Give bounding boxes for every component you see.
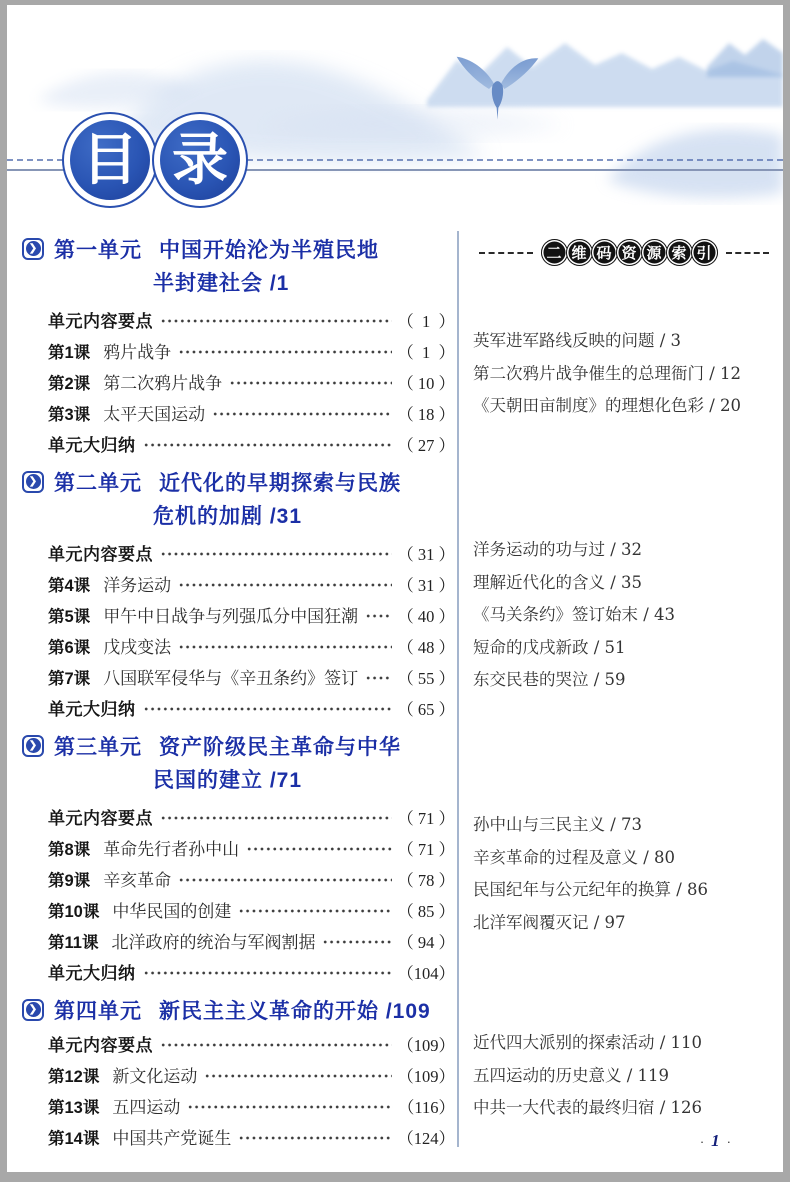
- dot-leader: [160, 1039, 392, 1051]
- dot-leader: [229, 377, 392, 389]
- qr-item: 近代四大派别的探索活动 / 110: [473, 1033, 703, 1052]
- unit-4-label: 第四单元: [54, 999, 142, 1023]
- qr-item: 孙中山与三民主义 / 73: [473, 815, 643, 834]
- qr-item: 北洋军阀覆灭记 / 97: [473, 912, 626, 932]
- qr-item: 《天朝田亩制度》的理想化色彩 / 20: [473, 396, 742, 415]
- contents-circle-1: [62, 112, 158, 208]
- unit-3-label: 第三单元: [54, 735, 142, 759]
- toc-row: 单元大归纳 （ 65 ）: [48, 699, 455, 719]
- dot-leader: [160, 315, 392, 327]
- unit-2-title-line2: 危机的加剧 /31: [153, 505, 303, 528]
- qr-item: 短命的戊戌新政 / 51: [473, 637, 626, 657]
- unit-4-heading: [22, 994, 455, 1025]
- toc-unit-2: [22, 466, 455, 723]
- dot-leader: [178, 641, 392, 653]
- qr-item: 民国纪年与公元纪年的换算 / 86: [473, 880, 709, 899]
- toc-row: 第8课 革命先行者孙中山 （ 71 ）: [48, 839, 455, 860]
- toc-row: 单元内容要点 （ 71 ）: [48, 808, 455, 828]
- qr-item: 东交民巷的哭泣 / 59: [473, 670, 626, 689]
- toc-row: 第3课 太平天国运动 （ 18 ）: [48, 404, 455, 425]
- unit-2-title-line1: 近代化的早期探索与民族: [159, 471, 401, 495]
- unit-3-title-line2: 民国的建立 /71: [153, 769, 303, 792]
- header-dash-right: [726, 252, 769, 254]
- toc-row: 第9课 辛亥革命 （ 78 ）: [48, 870, 455, 891]
- dot-leader: [238, 905, 392, 917]
- unit-2-label: 第二单元: [54, 471, 142, 495]
- toc-row: 第12课 新文化运动 （109）: [48, 1066, 455, 1087]
- contents-title-emblem: [62, 112, 248, 208]
- toc-row: 第11课 北洋政府的统治与军阀割据 （ 94 ）: [48, 932, 455, 953]
- qr-item: 洋务运动的功与过 / 32: [473, 540, 643, 559]
- dot-leader: [246, 843, 392, 855]
- toc-row: 第13课 五四运动 （116）: [48, 1097, 455, 1118]
- unit-arrow-icon: ❯: [22, 238, 44, 260]
- dot-leader: [178, 346, 392, 358]
- dot-leader: [178, 579, 392, 591]
- dot-leader: [212, 408, 392, 420]
- toc-row: 第1课 鸦片战争 （ 1 ）: [48, 342, 455, 363]
- dot-leader: [143, 703, 393, 715]
- toc-unit-1: [22, 233, 455, 459]
- dot-leader: [160, 548, 392, 560]
- header-dash-left: [479, 252, 533, 254]
- dot-leader: [322, 936, 392, 948]
- qr-item: 理解近代化的含义 / 35: [473, 572, 643, 592]
- contents-char-1: 目: [70, 120, 150, 200]
- toc-row: 第6课 戊戌变法 （ 48 ）: [48, 637, 455, 658]
- book-page: [7, 5, 783, 1172]
- qr-item: 五四运动的历史意义 / 119: [473, 1065, 670, 1085]
- toc-row: 第5课 甲午中日战争与列强瓜分中国狂潮 （ 40 ）: [48, 606, 455, 627]
- dot-leader: [160, 812, 392, 824]
- dot-leader: [238, 1132, 392, 1144]
- dot-leader: [204, 1070, 392, 1082]
- toc-row: 单元内容要点 （ 1 ）: [48, 311, 455, 331]
- qr-index-column: [471, 233, 777, 1163]
- dot-leader: [365, 672, 392, 684]
- unit-arrow-icon: ❯: [22, 735, 44, 757]
- unit-3-title-line1: 资产阶级民主革命与中华: [159, 735, 401, 759]
- qr-item: 中共一大代表的最终归宿 / 126: [473, 1098, 703, 1117]
- toc-unit-4: [22, 994, 455, 1152]
- qr-item: 第二次鸦片战争催生的总理衙门 / 12: [473, 363, 742, 383]
- qr-index-title: 二 维 码 资 源 索 引: [541, 239, 718, 266]
- toc-row: 第14课 中国共产党诞生 （124）: [48, 1128, 455, 1149]
- qr-group-1: [473, 325, 773, 423]
- toc-row: 第2课 第二次鸦片战争 （ 10 ）: [48, 373, 455, 394]
- qr-item: 《马关条约》签订始末 / 43: [473, 605, 676, 624]
- unit-arrow-icon: ❯: [22, 999, 44, 1021]
- contents-char-2: 录: [160, 120, 240, 200]
- toc-row: 单元内容要点 （109）: [48, 1035, 455, 1055]
- toc-row: 第10课 中华民国的创建 （ 85 ）: [48, 901, 455, 922]
- unit-1-title-line1: 中国开始沦为半殖民地: [159, 238, 379, 262]
- dot-leader: [187, 1101, 393, 1113]
- unit-1-label: 第一单元: [54, 238, 142, 262]
- qr-group-3: [473, 809, 773, 939]
- toc-row: 单元内容要点 （ 31 ）: [48, 544, 455, 564]
- page-number: · 1 ·: [699, 1131, 731, 1150]
- dot-leader: [143, 439, 393, 451]
- toc-unit-3: [22, 730, 455, 987]
- toc-row: 单元大归纳 （ 27 ）: [48, 435, 455, 455]
- qr-group-2: [473, 534, 773, 697]
- qr-item: 英军进军路线反映的问题 / 3: [473, 331, 682, 350]
- unit-4-title-line1: 新民主主义革命的开始 /109: [159, 999, 431, 1023]
- unit-1-title-line2: 半封建社会 /1: [153, 272, 290, 295]
- dot-leader: [178, 874, 392, 886]
- toc-column: [22, 233, 455, 1159]
- toc-row: 第4课 洋务运动 （ 31 ）: [48, 575, 455, 596]
- qr-index-header: [471, 239, 777, 266]
- unit-arrow-icon: ❯: [22, 471, 44, 493]
- unit-3-heading: [22, 730, 455, 761]
- toc-row: 单元大归纳 （104）: [48, 963, 455, 983]
- qr-group-4: [473, 1027, 773, 1125]
- unit-1-heading: [22, 233, 455, 264]
- unit-2-heading: [22, 466, 455, 497]
- contents-circle-2: [152, 112, 248, 208]
- dot-leader: [365, 610, 392, 622]
- qr-item: 辛亥革命的过程及意义 / 80: [473, 847, 676, 867]
- column-divider: [457, 231, 459, 1147]
- toc-row: 第7课 八国联军侵华与《辛丑条约》签订 （ 55 ）: [48, 668, 455, 689]
- dot-leader: [143, 967, 393, 979]
